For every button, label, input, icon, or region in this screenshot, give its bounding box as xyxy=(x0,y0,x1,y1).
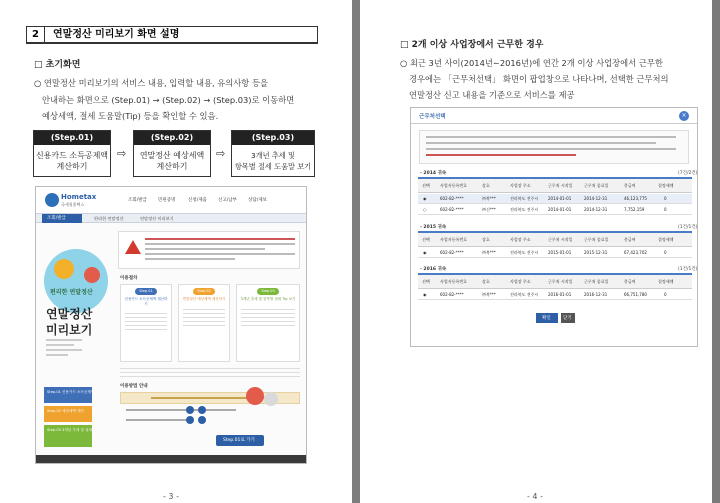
hometax-logo-icon xyxy=(45,193,59,207)
step-text: 3개년 추세 및 xyxy=(251,151,295,160)
close-icon[interactable]: × xyxy=(679,111,689,121)
step-text: 연말정산 예상세액 xyxy=(139,151,205,160)
cell: 602-82-**** xyxy=(440,292,464,297)
site-footer xyxy=(36,455,307,464)
arrow-icon: ⇨ xyxy=(117,147,127,160)
coin-icon xyxy=(246,387,264,405)
step-text: 계산하기 xyxy=(156,162,188,171)
step-dot xyxy=(198,406,206,414)
hero-small-title: 편리한 연말정산 xyxy=(50,289,93,296)
group-count: (1건/1건) xyxy=(678,225,698,230)
cell: 0 xyxy=(664,292,667,297)
col-header: 결정세액 xyxy=(658,183,674,188)
subhead-two-workplaces: □ 2개 이상 사업장에서 근무한 경우 xyxy=(400,40,544,50)
cell: 46,123,775 xyxy=(624,196,647,201)
cell: 2015-01-01 xyxy=(548,250,572,255)
radio-icon[interactable]: ◉ xyxy=(423,250,427,255)
col-header: 근무처 시작일 xyxy=(548,279,573,284)
col-header: 사업자등록번호 xyxy=(440,279,468,284)
card-body xyxy=(241,306,295,326)
page-number: - 4 - xyxy=(527,492,543,501)
tab-active[interactable] xyxy=(42,214,82,223)
col-header: 근무처 시작일 xyxy=(548,183,573,188)
section-header xyxy=(26,26,318,44)
workplace-popup xyxy=(410,107,698,347)
col-header: 근무처 종료일 xyxy=(584,237,609,242)
cell: ㈜북*** xyxy=(482,250,496,255)
step-head: (Step.02) xyxy=(134,131,210,145)
col-header: 선택 xyxy=(422,279,430,284)
card-title: 3개년 추세 및 항목별 절세 Tip 보기 xyxy=(240,297,296,301)
hero-title-1: 연말정산 xyxy=(46,307,93,321)
nav-item[interactable]: 조회/발급 xyxy=(128,198,147,203)
table-row[interactable] xyxy=(418,290,692,300)
cell: 602-82-**** xyxy=(440,207,464,212)
body-line-2: 안내하는 화면으로 (Step.01) → (Step.02) → (Step.03)로 이동하면 xyxy=(42,95,295,105)
notice-box xyxy=(118,231,300,269)
col-header: 결정세액 xyxy=(658,237,674,242)
body-line-2: 경우에는 「근무처선택」 화면이 팝업창으로 나타나며, 선택한 근무처의 xyxy=(409,74,669,84)
coin-icon xyxy=(264,392,278,406)
col-header: 총급여 xyxy=(624,279,636,284)
side-button-step3[interactable] xyxy=(44,425,107,447)
col-header: 사업장 주소 xyxy=(510,279,531,284)
step-box-3 xyxy=(231,130,315,177)
col-header: 총급여 xyxy=(624,183,636,188)
table-header-row xyxy=(418,233,692,247)
cell: 2014-12-31 xyxy=(584,196,608,201)
cell: 전라북도 전주시 xyxy=(510,292,539,297)
step-box-2 xyxy=(133,130,211,177)
section-number: 2 xyxy=(27,27,45,43)
group-year: - 2016 귀속 xyxy=(420,267,447,272)
table-row[interactable] xyxy=(418,194,692,204)
cell: 0 xyxy=(664,250,667,255)
popup-title: 근무처선택 xyxy=(419,114,446,120)
table-row[interactable] xyxy=(418,248,692,258)
side-button-label: Step.02 예상세액 계산 xyxy=(47,409,85,413)
body-line-3: 연말정산 신고 내용을 기준으로 서비스를 제공 xyxy=(409,90,575,100)
body-line-3: 예상세액, 절세 도움말(Tip) 등을 확인할 수 있음. xyxy=(42,111,219,121)
col-header: 결정세액 xyxy=(658,279,674,284)
side-button-step2[interactable] xyxy=(44,406,92,422)
close-button[interactable] xyxy=(561,313,575,323)
col-header: 총급여 xyxy=(624,237,636,242)
steps-title: 이용절차 xyxy=(120,276,138,281)
nav-item[interactable]: 상담/제보 xyxy=(248,198,267,203)
body-line-1: ○ 최근 3년 사이(2014년∼2016년)에 연간 2개 이상 사업장에서 근무한 xyxy=(400,58,663,68)
col-header: 사업자등록번호 xyxy=(440,183,468,188)
step-dot xyxy=(198,416,206,424)
body-line-1: ○ 연말정산 미리보기의 서비스 내용, 입력할 내용, 유의사항 등을 xyxy=(34,78,268,88)
cell: 2014-12-31 xyxy=(584,207,608,212)
arrow-icon: ⇨ xyxy=(216,147,226,160)
close-label: 닫기 xyxy=(563,316,572,321)
col-header: 상호 xyxy=(482,237,490,242)
cell: 전라북도 전주시 xyxy=(510,250,539,255)
col-header: 사업장 주소 xyxy=(510,183,531,188)
cell: ㈜북*** xyxy=(482,196,496,201)
card-badge: Step.02 xyxy=(193,288,215,295)
step-dot xyxy=(186,406,194,414)
subhead-initial-screen: □ 초기화면 xyxy=(34,60,81,70)
tab-label: 조회/발급 xyxy=(47,216,66,221)
notes-block xyxy=(120,365,300,379)
tab-bar xyxy=(36,213,307,223)
cell: 2016-01-01 xyxy=(548,292,572,297)
table-2015 xyxy=(418,231,692,258)
hometax-screenshot xyxy=(35,186,307,464)
nav-item[interactable]: 신고/납부 xyxy=(218,198,237,203)
cell: 0 xyxy=(664,196,667,201)
step-head: (Step.01) xyxy=(34,131,110,145)
cell: 2014-01-01 xyxy=(548,207,572,212)
card-title: 신용카드 소득공제액 계산하기 xyxy=(124,297,168,306)
hero-description xyxy=(46,339,82,369)
step-text: 항목별 절세 도움말 보기 xyxy=(234,162,312,171)
hero-title-2: 미리보기 xyxy=(46,323,93,337)
step-card-2[interactable] xyxy=(178,284,230,362)
col-header: 사업자등록번호 xyxy=(440,237,468,242)
cell: ㈜신*** xyxy=(482,207,496,212)
card-badge: Step.03 xyxy=(257,288,279,295)
card-badge: Step.01 xyxy=(135,288,157,295)
table-header-row xyxy=(418,275,692,289)
confirm-label: 확인 xyxy=(542,316,551,321)
nav-item[interactable]: 민원증명 xyxy=(158,198,176,203)
step-text: 계산하기 xyxy=(56,162,88,171)
popup-notice xyxy=(419,130,689,164)
page-number: - 3 - xyxy=(163,492,179,501)
step-card-3[interactable] xyxy=(236,284,300,362)
table-2014 xyxy=(418,177,692,215)
side-button-label: Step.03 3개년 추세 및 절세 Tip 보기 xyxy=(47,428,107,432)
section-title: 연말정산 미리보기 화면 설명 xyxy=(53,29,180,40)
side-button-label: Step.01 신용카드 소득공제액 xyxy=(47,390,95,394)
warning-icon xyxy=(125,240,141,254)
popup-header xyxy=(411,108,697,124)
cell: 67,423,702 xyxy=(624,250,647,255)
cell: 602-82-**** xyxy=(440,196,464,201)
cell: 2016-12-31 xyxy=(584,292,608,297)
group-count: (1건/1건) xyxy=(678,267,698,272)
method-title: 이용방법 안내 xyxy=(120,384,148,389)
radio-icon[interactable]: ○ xyxy=(423,207,427,212)
table-2016 xyxy=(418,273,692,300)
cell: ㈜북*** xyxy=(482,292,496,297)
confirm-button[interactable] xyxy=(536,313,558,323)
coin-icon xyxy=(84,267,100,283)
col-header: 근무처 시작일 xyxy=(548,237,573,242)
cell: 66,751,780 xyxy=(624,292,647,297)
right-page xyxy=(360,0,712,503)
step-card-1[interactable] xyxy=(120,284,172,362)
col-header: 근무처 종료일 xyxy=(584,183,609,188)
step-text: 신용카드 소득공제액 xyxy=(35,151,109,160)
side-button-step1[interactable] xyxy=(44,387,95,403)
group-year: - 2015 귀속 xyxy=(420,225,447,230)
tab-label[interactable]: 편리한 연말정산 xyxy=(94,216,124,221)
nav-item[interactable]: 신청/제출 xyxy=(188,198,207,203)
radio-icon[interactable]: ◉ xyxy=(423,196,427,201)
logo-subtext: 국세청홈택스 xyxy=(61,202,85,207)
page-gutter xyxy=(352,0,360,503)
col-header: 근무처 종료일 xyxy=(584,279,609,284)
left-page xyxy=(0,0,352,503)
cell: 0 xyxy=(664,207,667,212)
col-header: 선택 xyxy=(422,237,430,242)
step-dot xyxy=(186,416,194,424)
cell: 602-82-**** xyxy=(440,250,464,255)
col-header: 선택 xyxy=(422,183,430,188)
cell: 전라북도 전주시 xyxy=(510,207,539,212)
card-title: 연말정산 예상세액 계산하기 xyxy=(182,297,226,301)
cell: 7,752,159 xyxy=(624,207,645,212)
col-header: 사업장 주소 xyxy=(510,237,531,242)
col-header: 상호 xyxy=(482,183,490,188)
cell: 2015-12-31 xyxy=(584,250,608,255)
cell: 전라북도 전주시 xyxy=(510,196,539,201)
step-box-1 xyxy=(33,130,111,177)
col-header: 상호 xyxy=(482,279,490,284)
coin-icon xyxy=(54,259,74,279)
group-count: (7건/2건) xyxy=(678,171,698,176)
card-body xyxy=(183,306,225,326)
radio-icon[interactable]: ◉ xyxy=(423,292,427,297)
site-header xyxy=(36,187,307,213)
start-button[interactable] xyxy=(216,435,264,446)
group-year: - 2014 귀속 xyxy=(420,171,447,176)
start-button-label: Step.01로 가기 xyxy=(223,438,255,443)
table-row[interactable] xyxy=(418,205,692,215)
card-body xyxy=(125,310,167,330)
cell: 2014-01-01 xyxy=(548,196,572,201)
logo-text: Hometax xyxy=(61,193,97,201)
tab-label[interactable]: 연말정산 미리보기 xyxy=(140,216,174,221)
hero-circle xyxy=(44,249,108,313)
table-header-row xyxy=(418,179,692,193)
step-head: (Step.03) xyxy=(232,131,314,145)
